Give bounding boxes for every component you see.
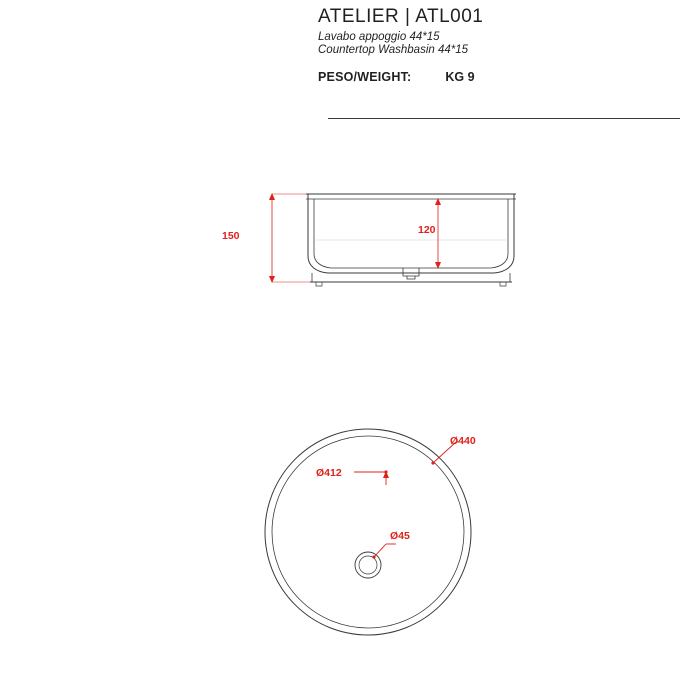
dimension-label-depth-120: 120 [418, 224, 436, 236]
weight-label: PESO/WEIGHT: [318, 70, 412, 84]
subtitle-italian: Lavabo appoggio 44*15 [318, 31, 440, 43]
subtitle-english: Countertop Washbasin 44*15 [318, 44, 469, 56]
weight-value: KG 9 [445, 70, 475, 84]
top-plan-svg [250, 420, 520, 650]
front-elevation-drawing [222, 180, 562, 310]
weight-row [318, 70, 678, 84]
header-divider [328, 118, 680, 119]
top-plan-drawing [250, 420, 520, 650]
front-elevation-svg [262, 180, 562, 310]
header-block [318, 6, 678, 84]
page-title: ATELIER | ATL001 [318, 6, 484, 27]
dimension-label-outer-diameter: Ø440 [450, 435, 476, 447]
dimension-label-drain-diameter: Ø45 [390, 530, 410, 542]
dimension-label-inner-diameter: Ø412 [316, 467, 342, 479]
dimension-label-height-150: 150 [222, 230, 240, 242]
